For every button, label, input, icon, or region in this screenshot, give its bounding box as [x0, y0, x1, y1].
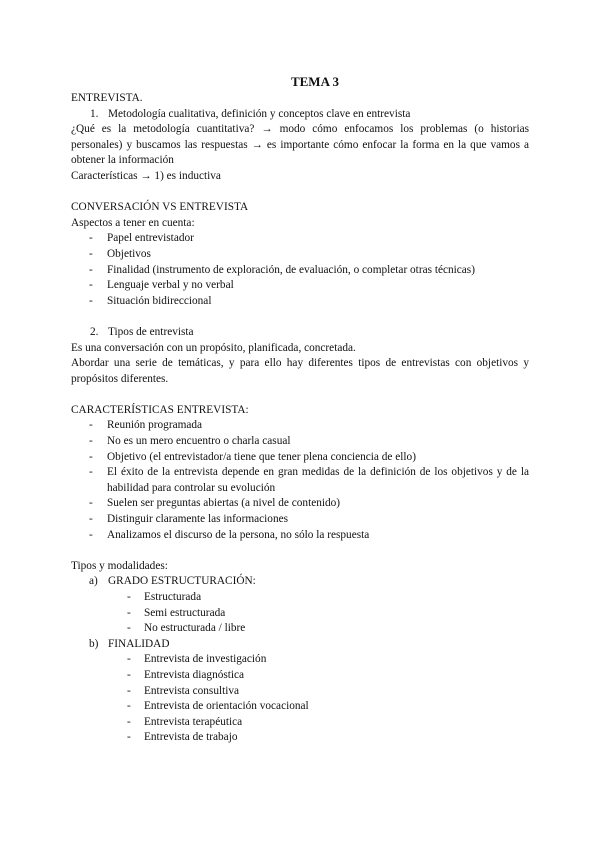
item-text: Metodología cualitativa, definición y conceptos clave en entrevista	[108, 107, 411, 120]
list-item: - Entrevista de investigación	[127, 653, 267, 666]
section-heading-entrevista: ENTREVISTA.	[71, 92, 143, 104]
list-item: - Lenguaje verbal y no verbal	[89, 279, 234, 292]
list-item: - Finalidad (instrumento de exploración, de evaluación, o completar otras técnicas)	[89, 263, 475, 276]
list-item: - Estructurada	[127, 591, 202, 603]
document-title: TEMA 3	[290, 74, 340, 89]
section-heading-tipos: Tipos y modalidades:	[71, 559, 168, 572]
item-text: Tipos de entrevista	[108, 325, 194, 338]
list-item: - Entrevista de orientación vocacional	[127, 700, 309, 713]
document-content	[71, 73, 529, 746]
aspects-list	[71, 231, 529, 309]
item-number: 1.	[90, 107, 99, 120]
numbered-item-1	[71, 107, 529, 123]
numbered-item-2	[71, 325, 529, 341]
estructuracion-list	[71, 590, 529, 637]
list-item: - Situación bidireccional	[89, 294, 212, 307]
paragraph-tematicas: Abordar una serie de temáticas, y para ello hay diferentes tipos de entrevistas con objetivos y propósitos diferentes.	[71, 357, 529, 385]
list-item: - Objetivo (el entrevistador/a tiene que tener plena conciencia de ello)	[89, 450, 416, 463]
list-item: - No estructurada / libre	[127, 622, 246, 635]
group-letter: a)	[89, 575, 98, 588]
group-finalidad	[71, 637, 529, 653]
paragraph-caracteristicas: Características → 1) es inductiva	[71, 169, 221, 182]
list-item: - El éxito de la entrevista depende en gran medidas de la definición de los objetivos y de la habilidad para controlar su evolución	[89, 466, 529, 494]
section-heading-conversacion: CONVERSACIÓN VS ENTREVISTA	[71, 201, 249, 214]
section-heading-caracteristicas: CARACTERÍSTICAS ENTREVISTA:	[71, 403, 249, 416]
list-item: - Papel entrevistador	[89, 232, 194, 245]
paragraph-metodologia: ¿Qué es la metodología cuantitativa? → modo cómo enfocamos los problemas (o historias personales) y buscamos las respuestas → es importante cómo enfocar la forma en la que vamos a obtener la información	[71, 123, 529, 167]
list-item: - No es un mero encuentro o charla casual	[89, 435, 291, 448]
group-grado-estructuracion	[71, 574, 529, 590]
group-letter: b)	[89, 637, 99, 650]
list-item: - Entrevista consultiva	[127, 684, 240, 697]
list-item: - Distinguir claramente las informaciones	[89, 513, 289, 526]
list-item: - Entrevista diagnóstica	[127, 668, 245, 681]
group-label: FINALIDAD	[108, 637, 170, 650]
aspects-intro: Aspectos a tener en cuenta:	[71, 216, 195, 229]
paragraph-conversacion-proposito: Es una conversación con un propósito, planificada, concretada.	[71, 341, 356, 354]
list-item: - Semi estructurada	[127, 606, 226, 619]
finalidad-list	[71, 652, 529, 746]
list-item: - Suelen ser preguntas abiertas (a nivel de contenido)	[89, 497, 341, 510]
list-item: - Analizamos el discurso de la persona, no sólo la respuesta	[89, 528, 370, 541]
list-item: - Entrevista terapéutica	[127, 715, 243, 728]
list-item: - Entrevista de trabajo	[127, 731, 238, 744]
group-label: GRADO ESTRUCTURACIÓN:	[108, 575, 256, 588]
item-number: 2.	[90, 325, 99, 338]
characteristics-list	[71, 418, 529, 543]
list-item: - Objetivos	[89, 247, 151, 260]
list-item: - Reunión programada	[89, 419, 203, 432]
